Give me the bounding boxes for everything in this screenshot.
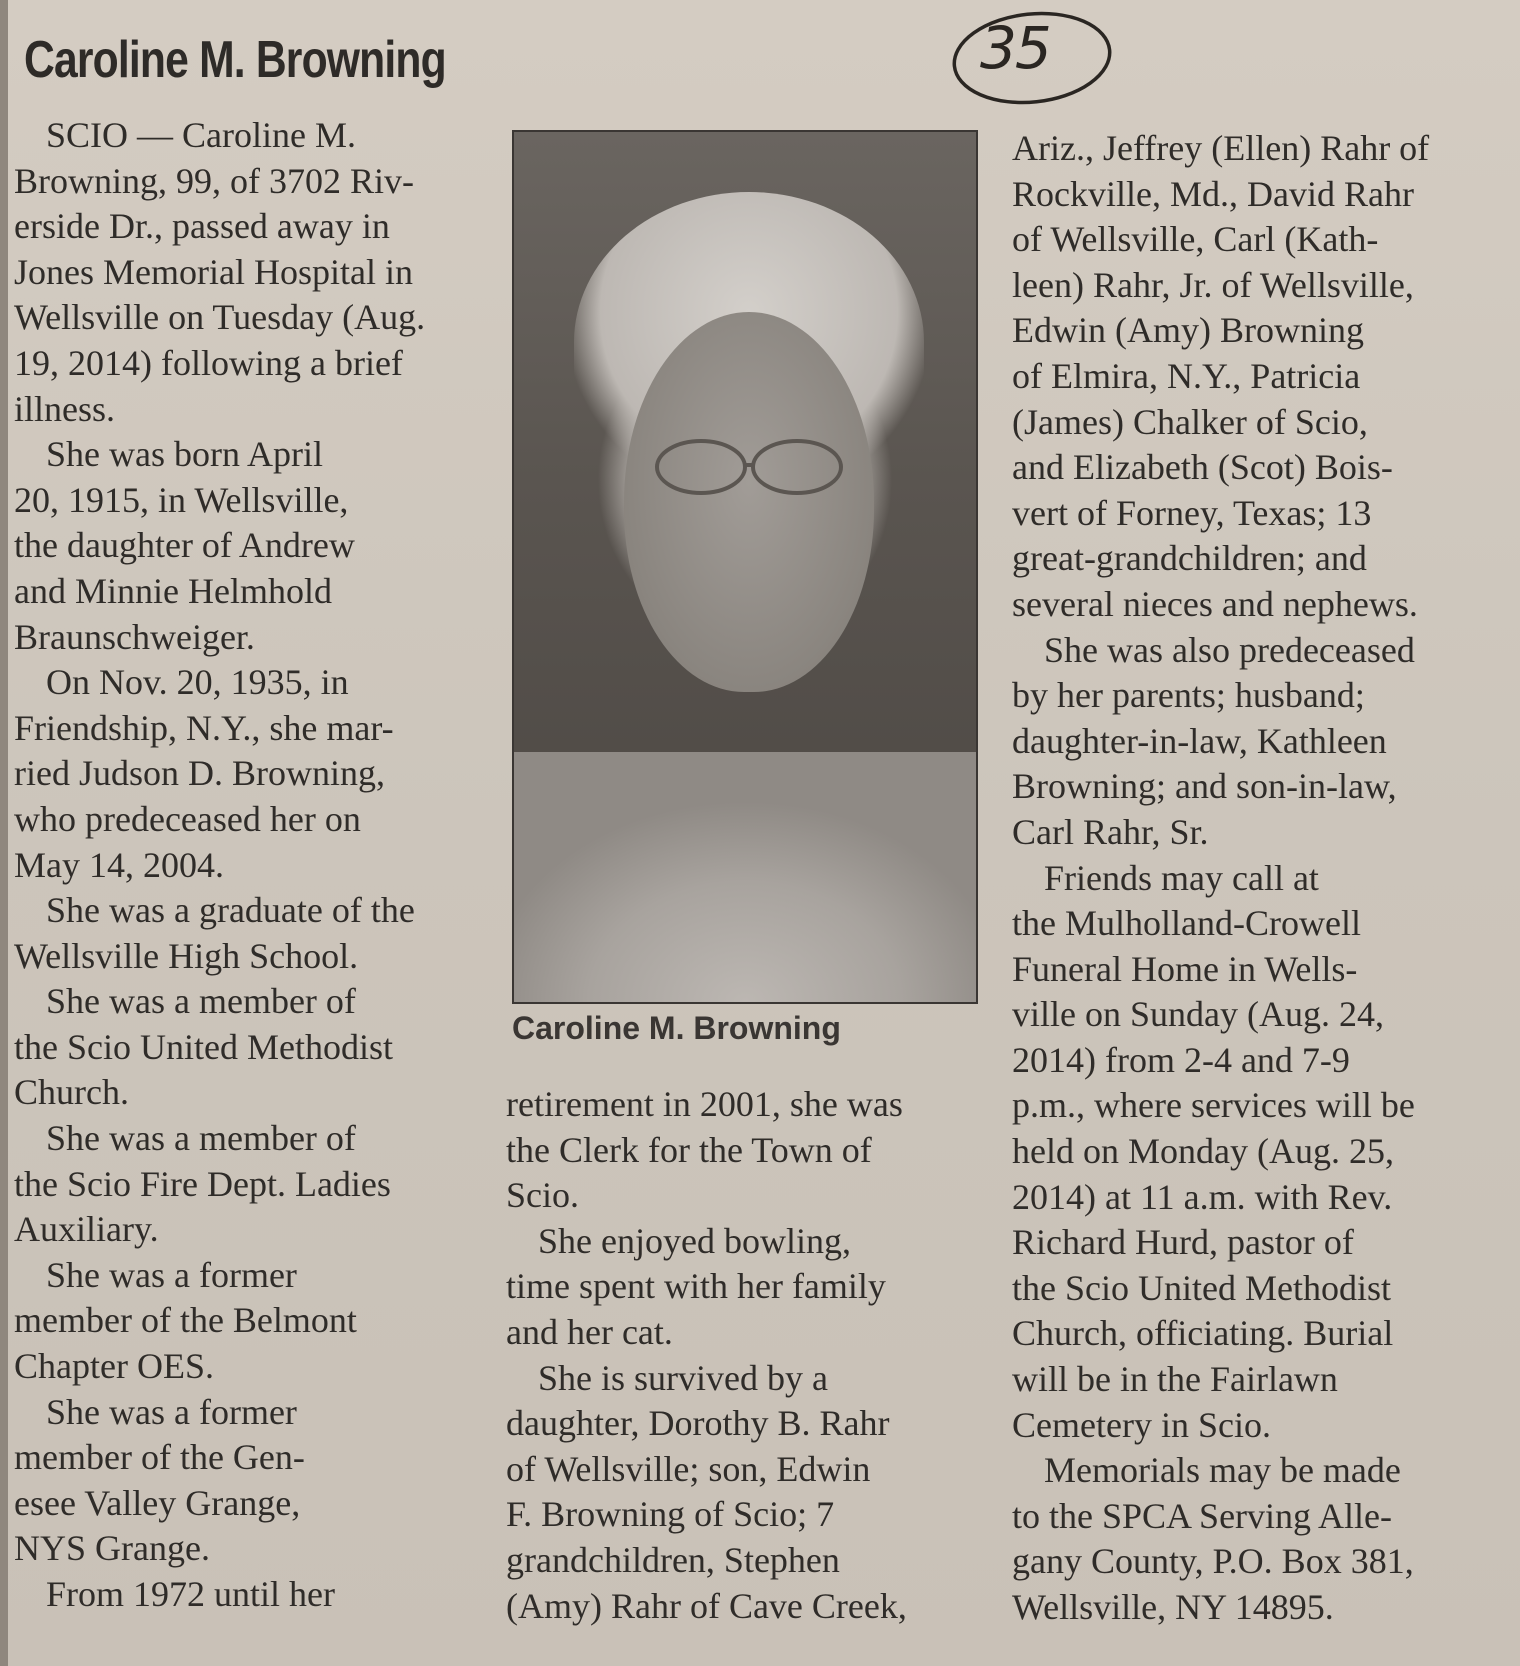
text-line: From 1972 until her	[46, 1574, 335, 1614]
text-line: 2014) from 2-4 and 7-9	[1012, 1039, 1350, 1080]
text-line: p.m., where services will be	[1012, 1085, 1415, 1126]
text-line: (James) Chalker of Scio,	[1012, 401, 1368, 442]
text-line: Auxiliary.	[14, 1209, 159, 1250]
text-line: She was a former	[46, 1391, 297, 1432]
text-line: Ariz., Jeffrey (Ellen) Rahr of	[1012, 128, 1430, 168]
paragraph	[1012, 628, 1512, 856]
paragraph	[14, 1572, 494, 1618]
text-line: She was a former	[46, 1254, 297, 1295]
paragraph	[14, 1116, 494, 1253]
text-line: She was a member of	[46, 981, 356, 1022]
text-line: 19, 2014) following a brief	[14, 342, 403, 383]
text-line: Memorials may be made	[1044, 1450, 1401, 1491]
text-line: SCIO — Caroline M.	[46, 115, 356, 155]
photo-face	[624, 312, 874, 692]
text-line: daughter, Dorothy B. Rahr	[506, 1403, 890, 1444]
text-line: the Clerk for the Town of	[506, 1129, 872, 1170]
text-line: grandchildren, Stephen	[506, 1539, 840, 1580]
text-line: Wellsville High School.	[14, 935, 359, 976]
text-line: Friends may call at	[1044, 857, 1319, 898]
text-line: vert of Forney, Texas; 13	[1012, 492, 1372, 533]
text-line: the Scio Fire Dept. Ladies	[14, 1163, 391, 1204]
paragraph	[14, 1390, 494, 1572]
text-line: by her parents; husband;	[1012, 675, 1365, 716]
paragraph	[506, 1356, 976, 1630]
text-line: Wellsville on Tuesday (Aug.	[14, 297, 426, 338]
paragraph	[14, 1253, 494, 1390]
text-line: Church.	[14, 1072, 129, 1113]
text-line: member of the Gen-	[14, 1437, 305, 1478]
text-line: Cemetery in Scio.	[1012, 1404, 1271, 1445]
paragraph	[1012, 126, 1512, 628]
text-line: NYS Grange.	[14, 1528, 210, 1569]
text-line: Wellsville, NY 14895.	[1012, 1587, 1334, 1627]
text-line: and Minnie Helmhold	[14, 570, 332, 611]
portrait-photo	[512, 130, 978, 1004]
text-line: Richard Hurd, pastor of	[1012, 1222, 1354, 1263]
paragraph	[1012, 1448, 1512, 1630]
column-1	[14, 113, 494, 1618]
text-line: Carl Rahr, Sr.	[1012, 811, 1209, 852]
text-line: time spent with her family	[506, 1266, 886, 1307]
text-line: and her cat.	[506, 1311, 673, 1352]
text-line: esee Valley Grange,	[14, 1482, 301, 1523]
text-line: illness.	[14, 388, 116, 429]
text-line: several nieces and nephews.	[1012, 583, 1418, 624]
paragraph	[14, 979, 494, 1116]
column-2	[506, 1082, 976, 1629]
text-line: Chapter OES.	[14, 1346, 214, 1387]
text-line: She was also predeceased	[1044, 629, 1415, 670]
text-line: On Nov. 20, 1935, in	[46, 662, 349, 703]
text-line: daughter-in-law, Kathleen	[1012, 720, 1387, 761]
text-line: She was a graduate of the	[46, 890, 415, 931]
text-line: held on Monday (Aug. 25,	[1012, 1131, 1394, 1172]
text-line: Edwin (Amy) Browning	[1012, 310, 1364, 351]
text-line: Church, officiating. Burial	[1012, 1313, 1394, 1354]
paragraph	[14, 113, 494, 432]
text-line: the Scio United Methodist	[14, 1026, 393, 1067]
text-line: She was a member of	[46, 1118, 356, 1159]
text-line: Rockville, Md., David Rahr	[1012, 173, 1414, 214]
text-line: ried Judson D. Browning,	[14, 753, 385, 794]
text-line: of Wellsville, Carl (Kath-	[1012, 219, 1379, 260]
obituary-headline: Caroline M. Browning	[24, 31, 446, 89]
text-line: will be in the Fairlawn	[1012, 1359, 1338, 1400]
text-line: of Wellsville; son, Edwin	[506, 1448, 871, 1489]
text-line: Browning, 99, of 3702 Riv-	[14, 160, 414, 201]
text-line: who predeceased her on	[14, 798, 361, 839]
paragraph	[14, 432, 494, 660]
text-line: Friendship, N.Y., she mar-	[14, 707, 394, 748]
paragraph	[14, 888, 494, 979]
text-line: May 14, 2004.	[14, 844, 224, 885]
text-line: leen) Rahr, Jr. of Wellsville,	[1012, 264, 1414, 305]
column-3	[1012, 126, 1512, 1631]
text-line: She was born April	[46, 434, 323, 475]
photo-shoulders	[514, 752, 976, 1002]
text-line: Jones Memorial Hospital in	[14, 251, 413, 292]
text-line: Braunschweiger.	[14, 616, 255, 657]
text-line: gany County, P.O. Box 381,	[1012, 1541, 1414, 1582]
photo-glasses	[649, 432, 849, 502]
text-line: and Elizabeth (Scot) Bois-	[1012, 447, 1393, 488]
handwritten-page-number: 35	[980, 14, 1050, 82]
text-line: (Amy) Rahr of Cave Creek,	[506, 1585, 907, 1626]
text-line: member of the Belmont	[14, 1300, 357, 1341]
paragraph	[14, 660, 494, 888]
photo-caption: Caroline M. Browning	[512, 1010, 841, 1046]
paragraph	[1012, 856, 1512, 1449]
text-line: 2014) at 11 a.m. with Rev.	[1012, 1176, 1393, 1217]
text-line: She is survived by a	[538, 1357, 828, 1398]
text-line: the Scio United Methodist	[1012, 1267, 1391, 1308]
text-line: to the SPCA Serving Alle-	[1012, 1495, 1393, 1536]
text-line: great-grandchildren; and	[1012, 538, 1367, 579]
text-line: of Elmira, N.Y., Patricia	[1012, 355, 1361, 396]
paragraph	[506, 1082, 976, 1219]
text-line: Scio.	[506, 1175, 580, 1216]
text-line: Browning; and son-in-law,	[1012, 766, 1397, 807]
text-line: the Mulholland-Crowell	[1012, 903, 1361, 944]
text-line: F. Browning of Scio; 7	[506, 1494, 835, 1535]
text-line: Funeral Home in Wells-	[1012, 948, 1358, 989]
text-line: the daughter of Andrew	[14, 525, 355, 566]
text-line: She enjoyed bowling,	[538, 1220, 851, 1261]
text-line: erside Dr., passed away in	[14, 206, 390, 247]
text-line: retirement in 2001, she was	[506, 1084, 903, 1124]
text-line: 20, 1915, in Wellsville,	[14, 479, 349, 520]
text-line: ville on Sunday (Aug. 24,	[1012, 994, 1384, 1035]
paragraph	[506, 1219, 976, 1356]
